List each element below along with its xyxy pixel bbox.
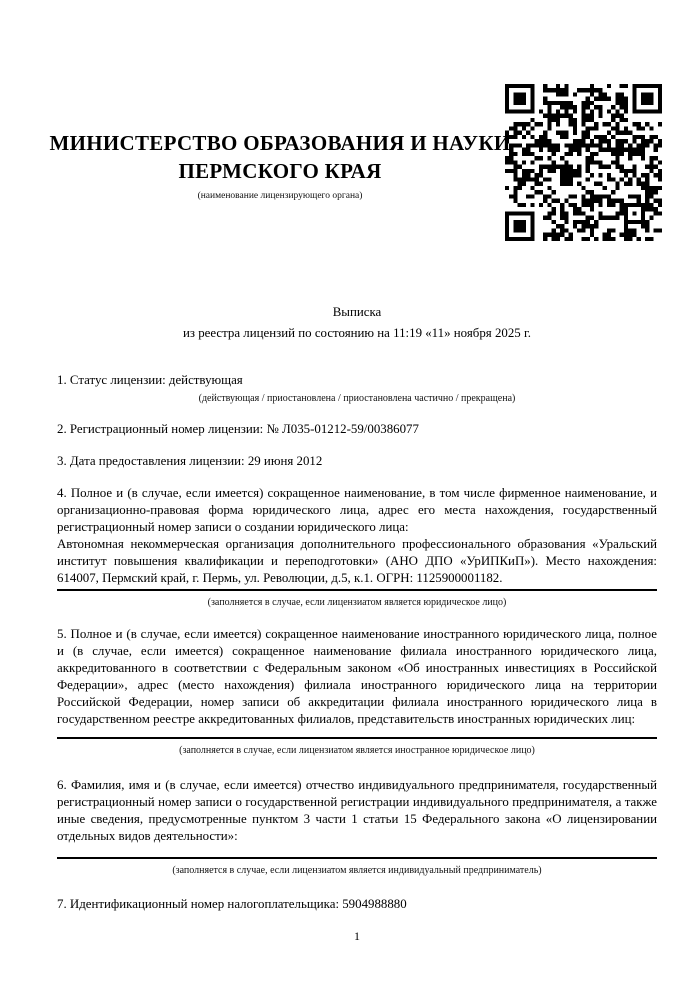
license-status: 1. Статус лицензии: действующая (57, 373, 243, 387)
document-body (57, 302, 657, 913)
foreign-entity-clause: 5. Полное и (в случае, если имеется) сокращенное наименование иностранного юридического лица, полное и (в случае, если имеется) сокращенное наименование филиала иностранного юридического лица, аккредитованного в соответствии с Федеральным законом «Об иностранных инвестициях в Российской Федерации», адрес (место нахождения) филиала иностранного юридического лица на территории Российской Федерации, номер записи об аккредитации филиала иностранного юридического лица в государственном реестре аккредитованных филиалов, представительств иностранных юридических лиц: (57, 627, 657, 726)
document-title-line1: Выписка (332, 305, 382, 319)
document-title-line2: из реестра лицензий по состоянию на 11:19 «11» ноября 2025 г. (182, 326, 532, 340)
individual-entrepreneur-note: (заполняется в случае, если лицензиатом является индивидуальный предприниматель) (172, 865, 542, 876)
individual-entrepreneur-underline (57, 857, 657, 859)
page-number: 1 (354, 929, 360, 943)
legal-entity-note: (заполняется в случае, если лицензиатом является юридическое лицо) (207, 597, 507, 608)
foreign-entity-underline (57, 737, 657, 739)
legal-entity-underline (57, 589, 657, 591)
ministry-name-line2: ПЕРМСКОГО КРАЯ (178, 159, 382, 183)
licensing-authority-header (40, 129, 520, 202)
legal-entity-clause: 4. Полное и (в случае, если имеется) сокращенное наименование, в том числе фирменное наименование, и организационно-правовая форма юридического лица, адрес его места нахождения, государственный регистрационный номер записи о создании юридического лица: (57, 486, 657, 534)
individual-entrepreneur-clause: 6. Фамилия, имя и (в случае, если имеется) отчество индивидуального предпринимателя, государственный регистрационный номер записи о государственной регистрации индивидуального предпринимателя, а также иные сведения, предусмотренные пунктом 3 части 1 статьи 15 Федерального закона «О лицензировании отдельных видов деятельности»: (57, 778, 657, 843)
ministry-name-line1: МИНИСТЕРСТВО ОБРАЗОВАНИЯ И НАУКИ (49, 131, 511, 155)
foreign-entity-note: (заполняется в случае, если лицензиатом является иностранное юридическое лицо) (179, 745, 535, 756)
qr-code (505, 84, 662, 241)
license-registration-number: 2. Регистрационный номер лицензии: № Л035-01212-59/00386077 (57, 422, 419, 436)
license-status-options-note: (действующая / приостановлена / приостановлена частично / прекращена) (198, 393, 516, 404)
licensing-authority-note: (наименование лицензирующего органа) (197, 191, 363, 201)
taxpayer-id: 7. Идентификационный номер налогоплательщика: 5904988880 (57, 897, 407, 911)
document-title (57, 302, 657, 344)
legal-entity-value: Автономная некоммерческая организация дополнительного профессионального образования «Уральский институт повышения квалификации и переподготовки» (АНО ДПО «УрИПКиП»). Место нахождения: 614007, Пермский край, г. Пермь, ул. Революции, д.5, к.1. ОГРН: 1125900001182. (57, 537, 657, 585)
qr-code-image (505, 84, 662, 241)
license-grant-date: 3. Дата предоставления лицензии: 29 июня 2012 (57, 454, 323, 468)
